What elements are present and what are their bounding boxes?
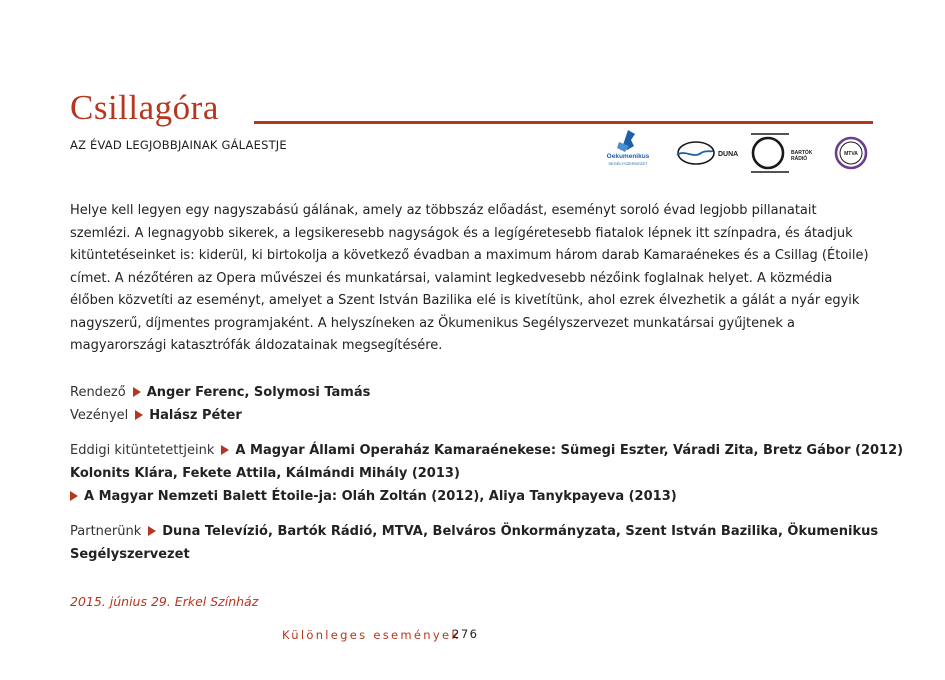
triangle-marker-icon — [148, 526, 156, 536]
awardees-row-1 — [70, 439, 904, 462]
awardees-line-2: Kolonits Klára, Fekete Attila, Kálmándi Mihály (2013) — [70, 466, 460, 481]
bartok-logo — [751, 134, 813, 172]
director-label: Rendező — [70, 385, 126, 400]
partners-row-2 — [70, 543, 880, 566]
duna-logo-text: DUNA — [718, 151, 739, 158]
triangle-marker-icon — [133, 387, 141, 397]
conductor-label: Vezényel — [70, 408, 129, 423]
awardees-row-2 — [70, 462, 880, 485]
spacer — [70, 508, 880, 520]
intro-paragraph-text: Helye kell legyen egy nagyszabású gálának, amely az többszáz előadást, eseményt soroló évad legjobb pillanatait szemlézi. A legnagyobb sikerek, a legsikeresebb nagyságok és a legígéretesebb fiatalok lépnek itt színpadra, és átadjuk kitüntetéseinket is: kiderül, ki birtokolja a következő évadban a maximum három darab Kamaraénekes és a Csillag (Étoile) címet. A nézőtéren az Opera művészei és munkatársai, valamint legkedvesebb nézőink foglalnak helyet. A közmédia élőben közvetíti az eseményt, amelyet a Szent István Bazilika elé is kivetítünk, ahol ezrek élvezhetik a gálát a nyár egyik nagyszerű, díjmentes programjaként. A helyszíneken az Ökumenikus Segélyszervezet munkatársai gyűjtenek a magyarországi katasztrófák áldozatainak megsegítésére. — [70, 203, 869, 353]
director-value: Anger Ferenc, Solymosi Tamás — [146, 385, 371, 400]
section-name: Különleges események — [282, 628, 461, 642]
partners-line-1: Duna Televízió, Bartók Rádió, MTVA, Belváros Önkormányzata, Szent István Bazilika, Ökumenikus — [162, 524, 879, 539]
page-number: 276 — [452, 627, 479, 641]
page-title: Csillagóra — [70, 88, 219, 127]
page-subtitle: AZ ÉVAD LEGJOBBJAINAK GÁLAESTJE — [70, 138, 287, 152]
oekumenikus-logo — [607, 130, 650, 166]
partner-logos — [605, 128, 870, 178]
spacer — [70, 427, 880, 439]
awardees-row-3 — [70, 485, 880, 508]
bartok-logo-subtext: RÁDIÓ — [791, 156, 808, 162]
oekumenikus-logo-subtext: SEGÉLYSZERVEZET — [608, 161, 648, 166]
bartok-logo-text: BARTÓK — [791, 150, 813, 156]
triangle-marker-icon — [70, 491, 78, 501]
director-row — [70, 381, 880, 404]
awardees-label: Eddigi kitüntetettjeink — [70, 443, 215, 458]
title-rule — [254, 121, 873, 124]
mtva-logo — [836, 138, 866, 168]
credits-section — [70, 381, 904, 566]
oekumenikus-logo-text: Oekumenikus — [606, 153, 650, 160]
duna-logo — [677, 142, 738, 164]
event-date: 2015. június 29. Erkel Színház — [70, 594, 259, 609]
partner-logos-svg — [605, 128, 870, 178]
awardees-line-3: A Magyar Nemzeti Balett Étoile-ja: Oláh Zoltán (2012), Aliya Tanykpayeva (2013) — [84, 489, 677, 504]
intro-paragraph — [70, 200, 870, 358]
conductor-value: Halász Péter — [149, 408, 242, 423]
triangle-marker-icon — [221, 445, 229, 455]
conductor-row — [70, 404, 880, 427]
partners-label: Partnerünk — [70, 524, 142, 539]
mtva-logo-text: MTVA — [844, 151, 858, 157]
partners-line-2: Segélyszervezet — [70, 547, 190, 562]
awardees-line-1: A Magyar Állami Operaház Kamaraénekese: Sümegi Eszter, Váradi Zita, Bretz Gábor (2012) — [235, 443, 904, 458]
partners-row-1 — [70, 520, 880, 543]
triangle-marker-icon — [135, 410, 143, 420]
